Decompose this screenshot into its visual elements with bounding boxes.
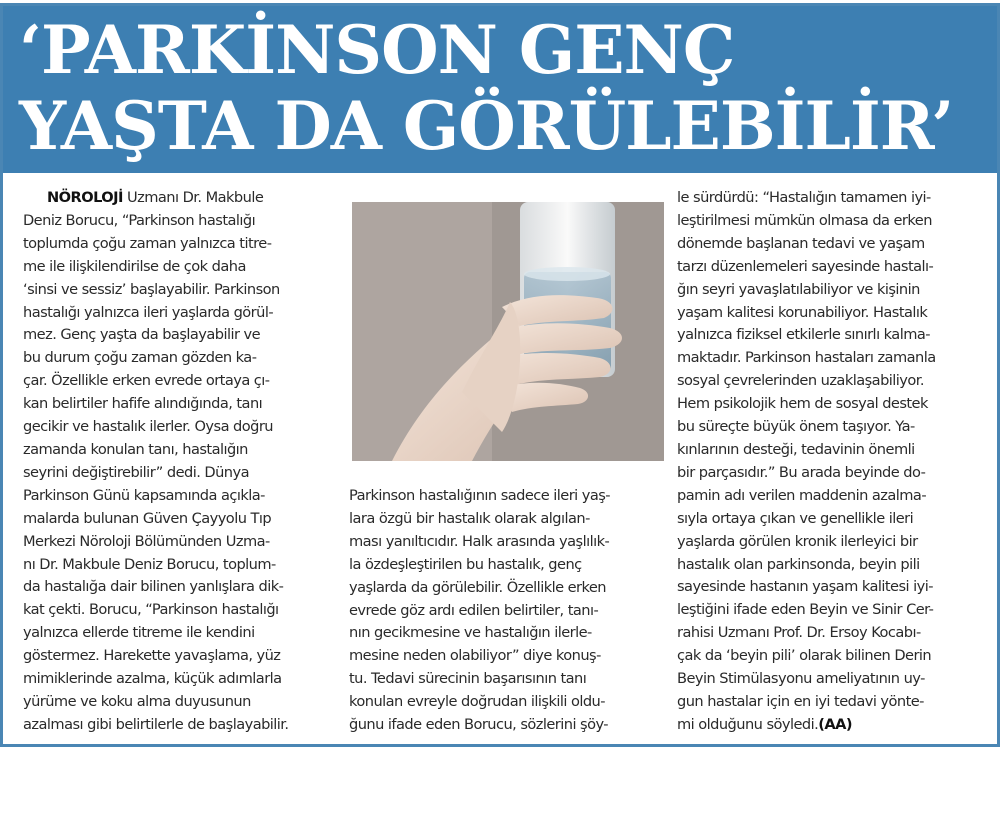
headline-line-1: ‘PARKİNSON GENÇ <box>19 11 735 89</box>
article-line: yaşlarda görülen kronik ilerleyici bir <box>677 532 918 550</box>
article-line: nın gecikmesine ve hastalığın ilerle- <box>349 624 592 642</box>
article-line: zamanda konulan tanı, hastalığın <box>23 440 248 458</box>
article-line: ğunu ifade eden Borucu, sözlerini şöy- <box>349 716 609 734</box>
article-line: Hem psikolojik hem de sosyal destek <box>677 395 928 413</box>
article-line: maktadır. Parkinson hastaları zamanla <box>677 349 936 367</box>
headline-line-2: YAŞTA DA GÖRÜLEBİLİR’ <box>19 87 954 165</box>
article-line: ‘sinsi ve sessiz’ başlayabilir. Parkinson <box>23 280 280 298</box>
article-line: yürüme ve koku alma duyusunun <box>23 692 251 710</box>
article-line: tarzı düzenlemeleri sayesinde hastalı- <box>677 257 934 275</box>
article-line: mimiklerinde azalma, küçük adımlarla <box>23 670 282 688</box>
article-line: yalnızca fiziksel etkilerle sınırlı kalma- <box>677 326 930 344</box>
article-line: göstermez. Harekette yavaşlama, yüz <box>23 647 281 665</box>
lead-word: NÖROLOJİ <box>47 189 123 206</box>
headline-banner <box>3 6 997 173</box>
article-line: kınlarının desteği, tedavinin önemli <box>677 440 915 458</box>
article-line: bu durum çoğu zaman gözden ka- <box>23 349 257 367</box>
article-line: Parkinson hastalığının sadece ileri yaş- <box>349 487 611 504</box>
article-line: mi olduğunu söyledi.(AA) <box>677 715 852 733</box>
article-column-3 <box>677 187 979 737</box>
article-line: tu. Tedavi sürecinin başarısının tanı <box>349 670 587 688</box>
article-line: sosyal çevrelerinden uzaklaşabiliyor. <box>677 372 924 390</box>
article-line: çar. Özellikle erken evrede ortaya çı- <box>23 372 270 390</box>
source-signature: (AA) <box>818 715 852 733</box>
article-line: me ile ilişkilendirilse de çok daha <box>23 257 246 275</box>
article-line: le sürdürdü: “Hastalığın tamamen iyi- <box>677 189 931 206</box>
article-line: azalması gibi belirtilerle de başlayabilir. <box>23 715 289 733</box>
article-photo <box>352 202 664 461</box>
article-line: leştirilmesi mümkün olmasa da erken <box>677 211 932 229</box>
article-line: Merkezi Nöroloji Bölümünden Uzma- <box>23 532 270 550</box>
article-line: kan belirtiler hafife alındığında, tanı <box>23 395 263 413</box>
article-line: gun hastalar için en iyi tedavi yönte- <box>677 692 924 710</box>
article-line: evrede göz ardı edilen belirtiler, tanı- <box>349 601 599 619</box>
article-line: hastalığı yalnızca ileri yaşlarda görül- <box>23 303 274 321</box>
article-line: toplumda çoğu zaman yalnızca titre- <box>23 234 272 252</box>
article-line: Deniz Borucu, “Parkinson hastalığı <box>23 211 256 229</box>
article-line: sayesinde hastanın yaşam kalitesi iyi- <box>677 578 933 596</box>
article-line: yalnızca ellerde titreme ile kendini <box>23 624 255 642</box>
article-line: rahisi Uzmanı Prof. Dr. Ersoy Kocabı- <box>677 624 921 642</box>
article-line: yaşam kalitesi korunabiliyor. Hastalık <box>677 303 928 321</box>
article-line: pamin adı verilen maddenin azalma- <box>677 486 927 504</box>
article-line: hastalık olan parkinsonda, beyin pili <box>677 555 920 573</box>
article-line: kat çekti. Borucu, “Parkinson hastalığı <box>23 601 279 619</box>
article-line: lara özgü bir hastalık olarak algılan- <box>349 509 590 527</box>
article-line: seyrini değiştirebilir” dedi. Dünya <box>23 463 249 481</box>
hand-holding-glass-icon <box>352 202 664 461</box>
article-line: dönemde başlanan tedavi ve yaşam <box>677 234 925 252</box>
article-line: leştiğini ifade eden Beyin ve Sinir Cer- <box>677 601 934 619</box>
article-line: bir parçasıdır.” Bu arada beyinde do- <box>677 463 926 481</box>
article-body <box>3 173 997 744</box>
article-line: ğın seyri yavaşlatılabiliyor ve kişinin <box>677 280 920 298</box>
article-line: malarda bulunan Güven Çayyolu Tıp <box>23 509 272 527</box>
article-line: çak da ‘beyin pili’ olarak bilinen Derin <box>677 647 932 665</box>
article-line: bu süreçte büyük önem taşıyor. Ya- <box>677 418 915 436</box>
article-column-1 <box>23 187 333 737</box>
article-line: yaşlarda da görülebilir. Özellikle erken <box>349 578 607 596</box>
article-line: da hastalığa dair bilinen yanlışlara dik- <box>23 578 284 596</box>
article-line: Parkinson Günü kapsamında açıkla- <box>23 486 265 504</box>
article-line: ması yanıltıcıdır. Halk arasında yaşlılık- <box>349 532 610 550</box>
article-line: NÖROLOJİ Uzmanı Dr. Makbule <box>47 189 264 206</box>
article-line: gecikir ve hastalık ilerler. Oysa doğru <box>23 418 274 436</box>
article-line: sıyla ortaya çıkan ve genellikle ileri <box>677 509 914 527</box>
article-line: mesine neden olabiliyor” diye konuş- <box>349 647 601 665</box>
article-line: Beyin Stimülasyonu ameliyatının uy- <box>677 670 925 688</box>
article-column-2 <box>349 485 654 737</box>
article-line: mez. Genç yaşta da başlayabilir ve <box>23 326 261 344</box>
news-article-frame <box>0 3 1000 747</box>
article-line: nı Dr. Makbule Deniz Borucu, toplum- <box>23 555 276 573</box>
article-line: la özdeşleştirilen bu hastalık, genç <box>349 555 582 573</box>
article-line: konulan evreyle doğrudan ilişkili oldu- <box>349 693 605 711</box>
